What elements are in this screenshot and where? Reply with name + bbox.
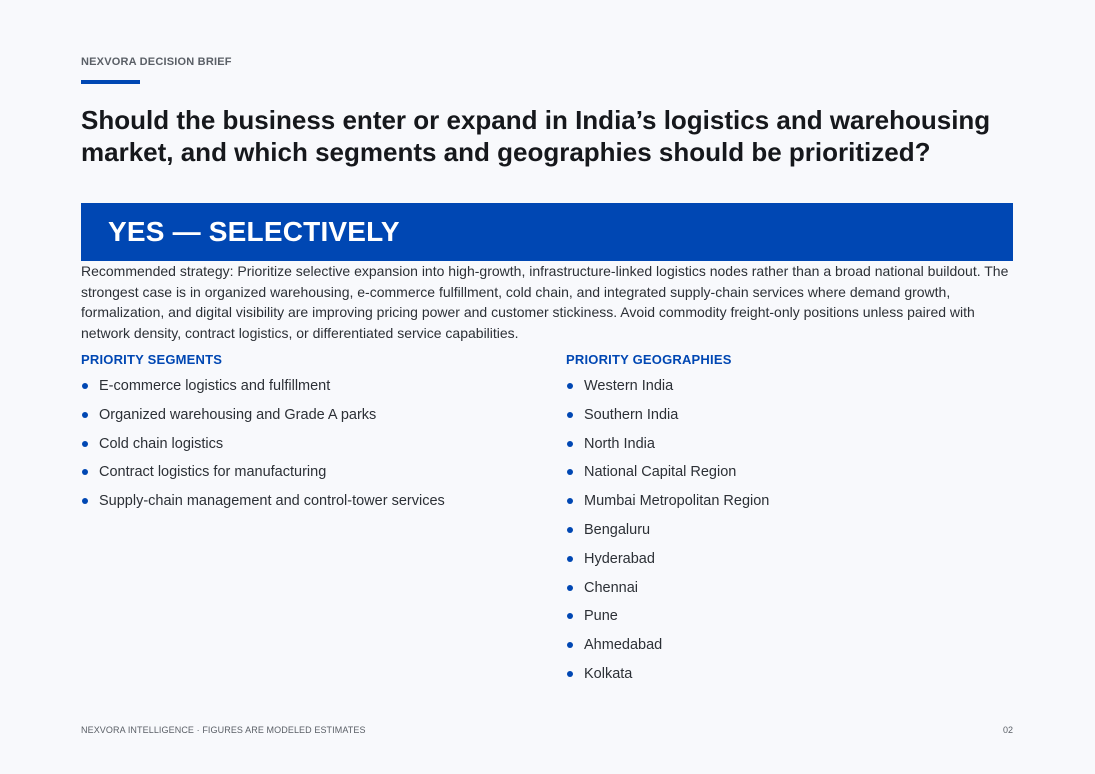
bullet-icon <box>567 469 573 475</box>
list-item <box>566 463 1013 481</box>
bullet-icon <box>567 527 573 533</box>
bullet-icon <box>567 585 573 591</box>
verdict-banner <box>81 203 1013 261</box>
list-item <box>566 435 1013 453</box>
segment-label: Contract logistics for manufacturing <box>99 464 327 481</box>
list-item <box>566 607 1013 625</box>
priority-geographies-title: PRIORITY GEOGRAPHIES <box>566 352 732 367</box>
geography-label: Mumbai Metropolitan Region <box>584 493 770 510</box>
segment-label: Cold chain logistics <box>99 435 224 452</box>
geography-label: Southern India <box>584 406 679 423</box>
bullet-icon <box>567 671 573 677</box>
geography-label: Ahmedabad <box>584 637 663 654</box>
bullet-icon <box>82 469 88 475</box>
geographies-list <box>566 377 1013 683</box>
bullet-icon <box>82 412 88 418</box>
list-item <box>566 665 1013 683</box>
bullet-icon <box>567 441 573 447</box>
strategy-paragraph: Recommended strategy: Prioritize selective expansion into high-growth, infrastructure-linked logistics nodes rather than a broad national buildout. The strongest case is in organized warehousing, e-commerce fulfillment, cold chain, and integrated supply-chain services where demand growth, formalization, and digital visibility are improving pricing power and customer stickiness. Avoid commodity freight-only positions unless paired with network density, contract logistics, or differentiated service capabilities. <box>81 263 1009 341</box>
list-item <box>566 636 1013 654</box>
list-item <box>81 377 551 395</box>
list-item <box>81 492 551 510</box>
eyebrow-label: NEXVORA DECISION BRIEF <box>81 56 232 68</box>
list-item <box>81 463 551 481</box>
geography-label: Kolkata <box>584 665 633 682</box>
page-number: 02 <box>1002 725 1013 735</box>
bullet-icon <box>567 412 573 418</box>
accent-bar <box>81 80 140 84</box>
list-item <box>566 406 1013 424</box>
list-item <box>81 406 551 424</box>
list-item <box>566 579 1013 597</box>
segment-label: Organized warehousing and Grade A parks <box>99 406 377 423</box>
list-item <box>566 550 1013 568</box>
footer-source: NEXVORA INTELLIGENCE · FIGURES ARE MODELED ESTIMATES <box>81 725 366 735</box>
list-item <box>81 435 551 453</box>
list-item <box>566 492 1013 510</box>
geography-label: North India <box>584 435 655 452</box>
geography-label: National Capital Region <box>584 464 737 481</box>
bullet-icon <box>567 613 573 619</box>
bullet-icon <box>82 498 88 504</box>
decision-brief-page <box>81 0 1013 774</box>
page-title: Should the business enter or expand in India’s logistics and warehousing market, and which segments and geographies should be prioritized? <box>81 105 991 167</box>
list-item <box>566 377 1013 395</box>
bullet-icon <box>82 441 88 447</box>
priority-segments-title: PRIORITY SEGMENTS <box>81 352 223 367</box>
segment-label: E-commerce logistics and fulfillment <box>99 378 331 394</box>
priority-segments-section <box>81 351 551 521</box>
bullet-icon <box>567 556 573 562</box>
geography-label: Chennai <box>584 579 639 596</box>
geography-label: Pune <box>584 608 618 625</box>
verdict-text: YES — SELECTIVELY <box>108 216 400 247</box>
bullet-icon <box>567 498 573 504</box>
segments-list <box>81 377 551 510</box>
list-item <box>566 521 1013 539</box>
geography-label: Western India <box>584 378 674 394</box>
priority-geographies-section <box>566 351 1013 694</box>
bullet-icon <box>567 642 573 648</box>
bullet-icon <box>82 383 88 389</box>
geography-label: Bengaluru <box>584 521 651 538</box>
geography-label: Hyderabad <box>584 550 655 567</box>
segment-label: Supply-chain management and control-tower services <box>99 493 445 510</box>
bullet-icon <box>567 383 573 389</box>
